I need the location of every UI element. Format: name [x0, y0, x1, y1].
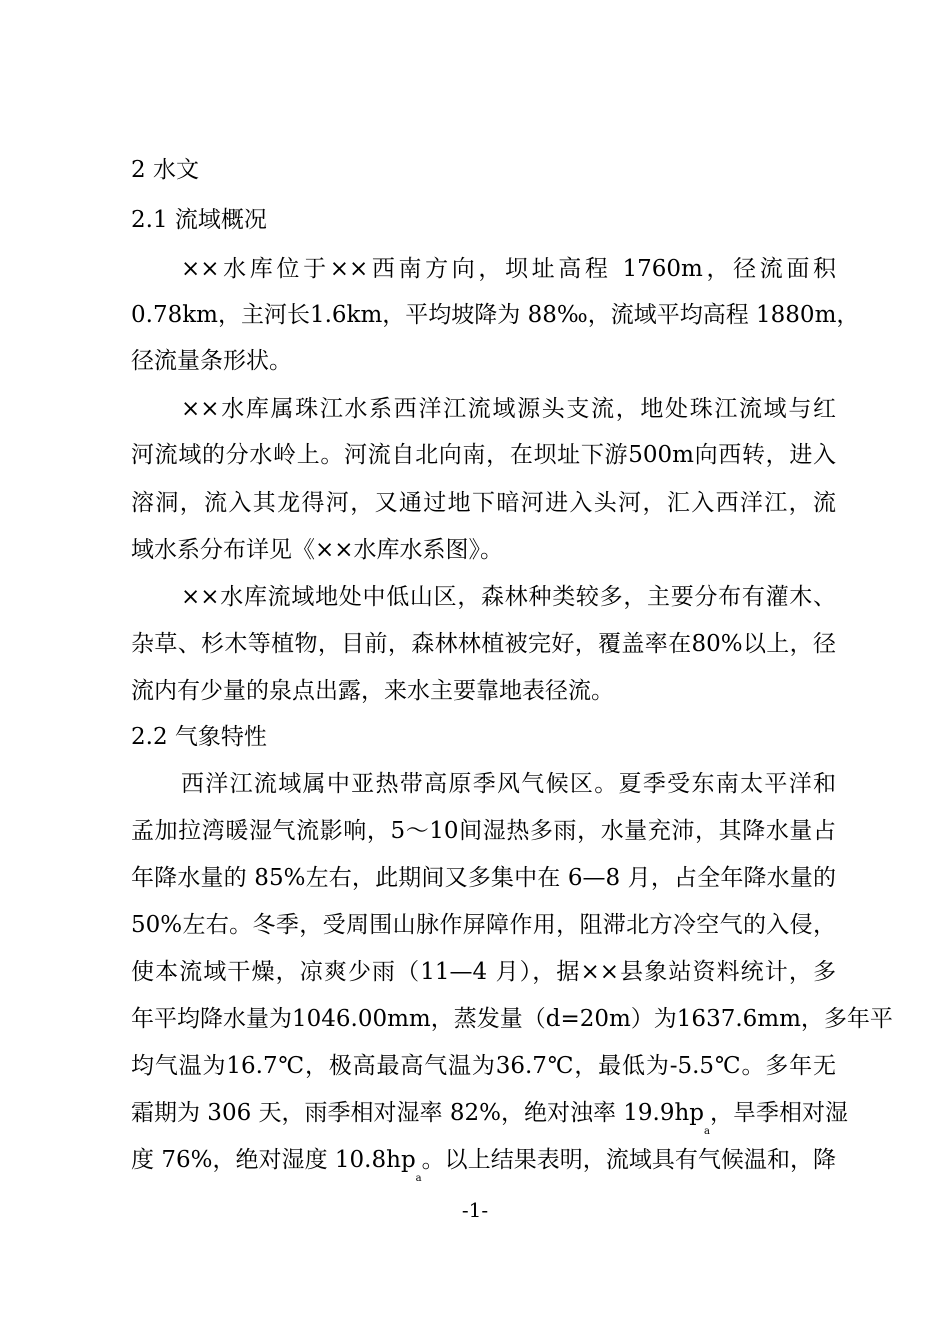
- paragraph-line: 年降水量的 85%左右，此期间又多集中在 6—8 月，占全年降水量的: [131, 865, 836, 891]
- paragraph-line-humidity-a: [131, 1098, 848, 1137]
- subscript-a: a: [415, 1173, 422, 1184]
- heading-2-2: 2.2 气象特性: [131, 724, 267, 750]
- text-segment: 。以上结果表明，流域具有气候温和，降: [421, 1147, 836, 1173]
- paragraph-line: 50%左右。冬季，受周围山脉作屏障作用，阻滞北方冷空气的入侵，: [131, 912, 836, 938]
- paragraph-line: 径流量条形状。: [131, 348, 292, 374]
- paragraph-line: 孟加拉湾暖湿气流影响，5～10间湿热多雨，水量充沛，其降水量占: [131, 818, 836, 844]
- paragraph-line: 域水系分布详见《××水库水系图》。: [131, 537, 504, 563]
- subscript-a: a: [704, 1126, 710, 1137]
- text-segment: ，旱季相对湿: [709, 1100, 848, 1126]
- paragraph-line: 杂草、杉木等植物，目前，森林林植被完好，覆盖率在80%以上，径: [131, 631, 836, 657]
- paragraph-line: 年平均降水量为1046.00mm，蒸发量（d=20m）为1637.6mm，多年平: [131, 1006, 893, 1032]
- paragraph-line: ××水库属珠江水系西洋江流域源头支流，地处珠江流域与红: [181, 396, 836, 422]
- paragraph-line-humidity-b: [131, 1145, 836, 1184]
- paragraph-line: 河流域的分水岭上。河流自北向南，在坝址下游500m向西转，进入: [131, 442, 836, 468]
- text-segment: 霜期为 306 天，雨季相对湿率 82%，绝对浊率 19.9hp: [131, 1100, 705, 1126]
- paragraph-line: ××水库位于××西南方向，坝址高程 1760m，径流面积: [181, 256, 836, 282]
- paragraph-line: 0.78km，主河长1.6km，平均坡降为 88‰，流域平均高程 1880m，: [131, 302, 860, 328]
- page-number: -1-: [461, 1198, 489, 1222]
- paragraph-line: ××水库流域地处中低山区，森林种类较多，主要分布有灌木、: [181, 584, 836, 610]
- text-segment: 度 76%，绝对湿度 10.8hp: [131, 1147, 416, 1173]
- paragraph-line: 溶洞，流入其龙得河，又通过地下暗河进入头河，汇入西洋江，流: [131, 490, 836, 516]
- heading-2: 2 水文: [131, 157, 199, 183]
- paragraph-line: 西洋江流域属中亚热带高原季风气候区。夏季受东南太平洋和: [181, 771, 836, 797]
- paragraph-line: 均气温为16.7℃，极高最高气温为36.7℃，最低为-5.5℃。多年无: [131, 1053, 836, 1079]
- paragraph-line: 使本流域干燥，凉爽少雨（11—4 月），据××县象站资料统计，多: [131, 959, 836, 985]
- paragraph-line: 流内有少量的泉点出露，来水主要靠地表径流。: [131, 678, 614, 704]
- heading-2-1: 2.1 流域概况: [131, 207, 267, 233]
